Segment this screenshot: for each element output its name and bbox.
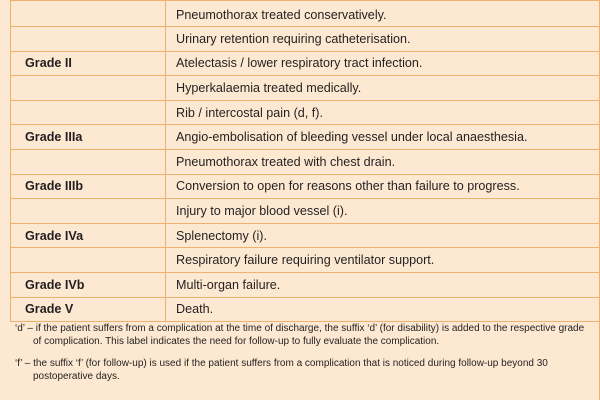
complication-cell: Respiratory failure requiring ventilator support. bbox=[166, 248, 600, 273]
footnotes bbox=[15, 323, 590, 393]
table-row bbox=[11, 100, 600, 125]
table-row bbox=[11, 76, 600, 101]
table-row bbox=[11, 174, 600, 199]
footnote-follow-up: ‘f’ – the suffix ‘f’ (for follow-up) is used if the patient suffers from a complication that is noticed during follow-up beyond 30 postoperative days. bbox=[15, 358, 548, 382]
complication-cell: Atelectasis / lower respiratory tract infection. bbox=[166, 51, 600, 76]
table-row bbox=[11, 223, 600, 248]
grade-cell: Grade IVa bbox=[11, 223, 166, 248]
complication-cell: Pneumothorax treated conservatively. bbox=[166, 1, 600, 27]
table-row bbox=[11, 27, 600, 52]
grade-cell bbox=[11, 27, 166, 52]
footnote-disability: ‘d’ – if the patient suffers from a complication at the time of discharge, the suffix ‘d’ (for disability) is added to the respective grade of complication. This label indicates the need for follow-up to fully evaluate the complication. bbox=[15, 323, 585, 347]
complication-cell: Death. bbox=[166, 297, 600, 322]
grade-cell bbox=[11, 1, 166, 27]
grade-cell bbox=[11, 199, 166, 224]
table-row bbox=[11, 199, 600, 224]
table-row bbox=[11, 149, 600, 174]
grade-cell: Grade II bbox=[11, 51, 166, 76]
complication-cell: Multi-organ failure. bbox=[166, 272, 600, 297]
complication-cell: Injury to major blood vessel (i). bbox=[166, 199, 600, 224]
grade-cell bbox=[11, 100, 166, 125]
grade-cell: Grade IVb bbox=[11, 272, 166, 297]
grade-cell: Grade IIIb bbox=[11, 174, 166, 199]
complication-cell: Angio-embolisation of bleeding vessel under local anaesthesia. bbox=[166, 125, 600, 150]
grade-cell bbox=[11, 76, 166, 101]
grade-cell bbox=[11, 248, 166, 273]
complication-cell: Pneumothorax treated with chest drain. bbox=[166, 149, 600, 174]
complication-cell: Conversion to open for reasons other than failure to progress. bbox=[166, 174, 600, 199]
table-row bbox=[11, 248, 600, 273]
complication-grades-table bbox=[10, 0, 600, 322]
table-row bbox=[11, 125, 600, 150]
complication-cell: Urinary retention requiring catheterisation. bbox=[166, 27, 600, 52]
table-row bbox=[11, 1, 600, 27]
grade-cell: Grade IIIa bbox=[11, 125, 166, 150]
complication-cell: Hyperkalaemia treated medically. bbox=[166, 76, 600, 101]
table-row bbox=[11, 272, 600, 297]
table-row bbox=[11, 51, 600, 76]
grade-cell: Grade V bbox=[11, 297, 166, 322]
table-row bbox=[11, 297, 600, 322]
complication-cell: Rib / intercostal pain (d, f). bbox=[166, 100, 600, 125]
grade-cell bbox=[11, 149, 166, 174]
complication-cell: Splenectomy (i). bbox=[166, 223, 600, 248]
